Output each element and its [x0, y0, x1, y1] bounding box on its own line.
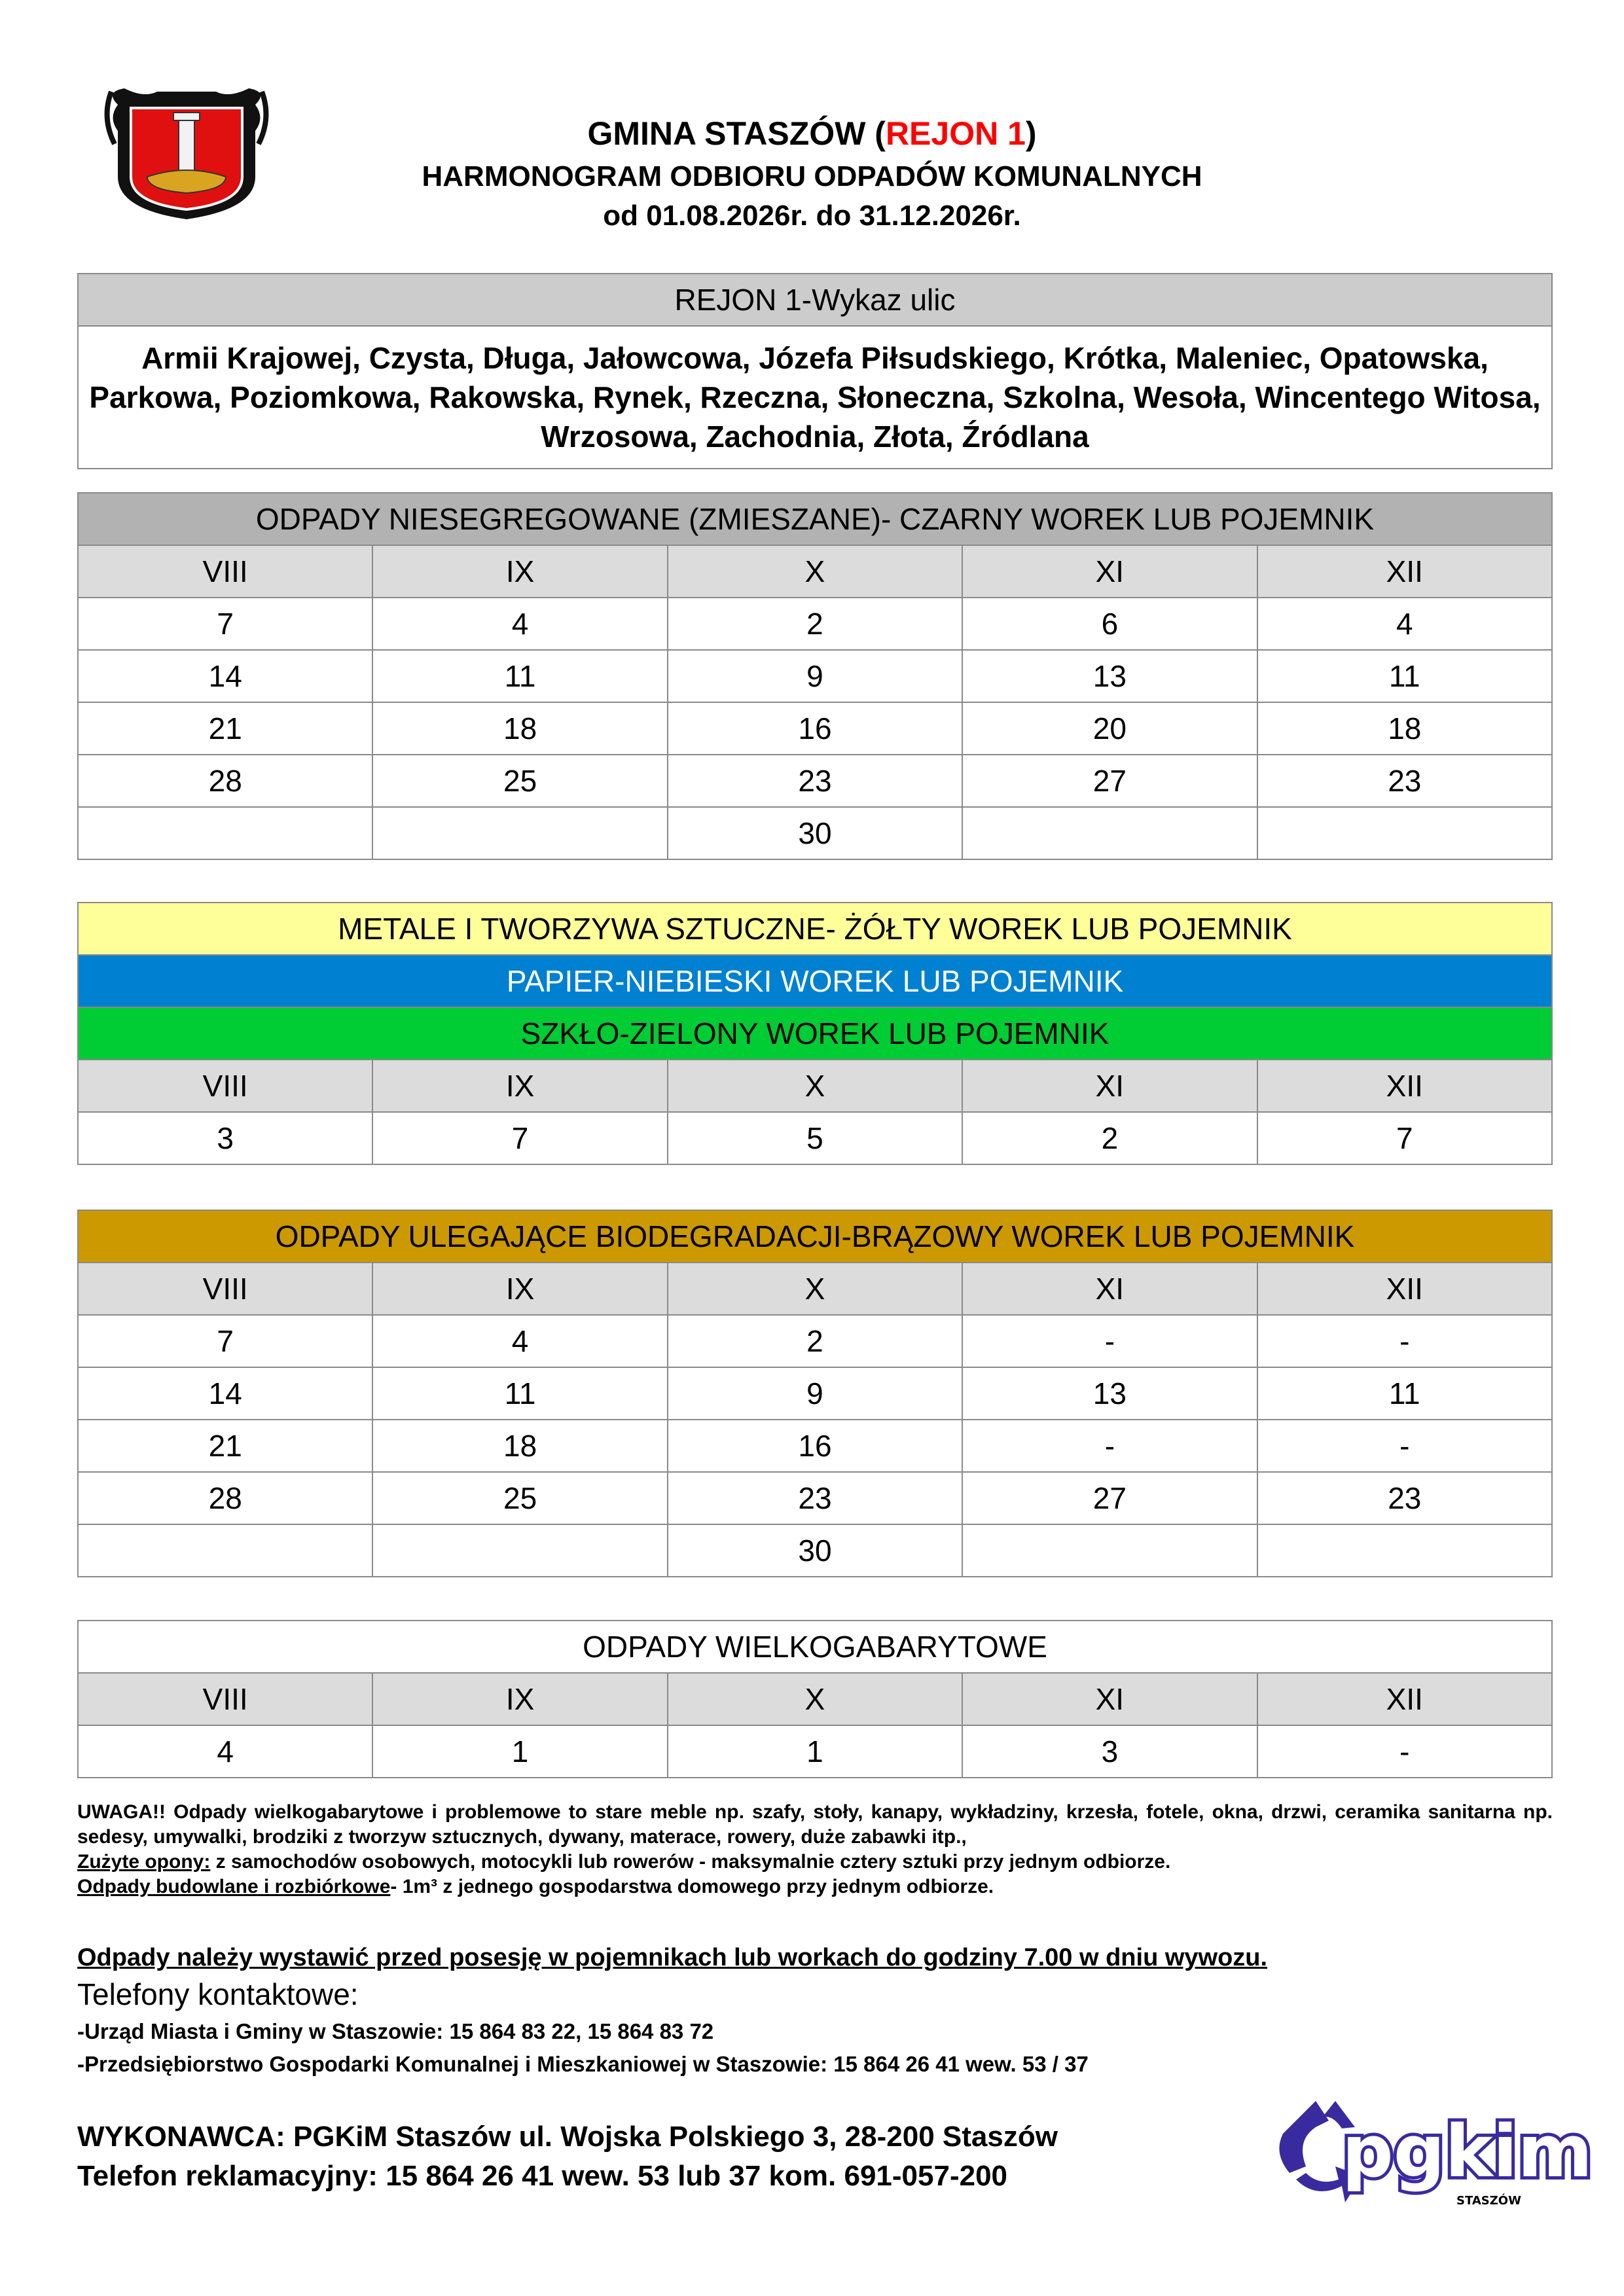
- period-label: od 01.08.2026r. do 31.12.2026r.: [603, 200, 1021, 232]
- placement-notice: Odpady należy wystawić przed posesję w pojemnikach lub workach do godziny 7.00 w dniu wywozu.: [77, 1944, 1268, 1971]
- date-cell: 28: [78, 1472, 372, 1524]
- date-cell: 6: [962, 598, 1257, 650]
- date-cell: 14: [78, 1367, 372, 1420]
- date-cell: 27: [962, 1472, 1257, 1524]
- metals-plastics-heading: METALE I TWORZYWA SZTUCZNE- ŻÓŁTY WOREK LUB POJEMNIK: [78, 903, 1552, 955]
- date-cell: [372, 1524, 667, 1577]
- paper-heading: PAPIER-NIEBIESKI WOREK LUB POJEMNIK: [78, 955, 1552, 1007]
- table-row: [78, 1112, 1552, 1164]
- warning-note: [77, 1800, 1553, 1899]
- construction-text: - 1m³ z jednego gospodarstwa domowego przy jednym odbiorze.: [390, 1876, 994, 1897]
- date-cell: 1: [668, 1725, 962, 1778]
- date-cell: 7: [78, 1315, 372, 1367]
- phone-city-office: -Urząd Miasta i Gminy w Staszowie: 15 864 83 22, 15 864 83 72: [77, 2019, 714, 2043]
- date-cell: 30: [668, 807, 962, 859]
- table-row: [78, 702, 1552, 755]
- date-cell: 4: [372, 598, 667, 650]
- date-cell: 16: [668, 1420, 962, 1472]
- bulky-waste-table: [77, 1620, 1553, 1778]
- month-header: X: [668, 545, 962, 598]
- date-cell: [1257, 1524, 1552, 1577]
- month-header: VIII: [78, 1263, 372, 1315]
- table-row: [78, 650, 1552, 702]
- tires-text: z samochodów osobowych, motocykli lub rowerów - maksymalnie cztery sztuki przy jednym odbiorze.: [210, 1851, 1171, 1873]
- bio-waste-table: [77, 1210, 1553, 1577]
- mixed-waste-table: [77, 492, 1553, 860]
- date-cell: 9: [668, 1367, 962, 1420]
- page-title: GMINA STASZÓW (REJON 1): [587, 115, 1037, 152]
- month-header: XI: [962, 1263, 1257, 1315]
- contractor-line: WYKONAWCA: PGKiM Staszów ul. Wojska Polskiego 3, 28-200 Staszów: [77, 2121, 1058, 2153]
- date-cell: 5: [668, 1112, 962, 1164]
- streets-table: [77, 273, 1553, 469]
- pgkim-logo-icon: [1270, 2088, 1593, 2212]
- date-cell: 3: [78, 1112, 372, 1164]
- date-cell: 21: [78, 702, 372, 755]
- date-cell: 4: [78, 1725, 372, 1778]
- page-subtitle: HARMONOGRAM ODBIORU ODPADÓW KOMUNALNYCH: [422, 160, 1202, 192]
- date-cell: [372, 807, 667, 859]
- table-row: [78, 1315, 1552, 1367]
- streets-list: Armii Krajowej, Czysta, Długa, Jałowcowa, Józefa Piłsudskiego, Krótka, Maleniec, Opatowska, Parkowa, Poziomkowa, Rakowska, Rynek, Rzeczna, Słoneczna, Szkolna, Wesoła, Wincentego Witosa, Wrzosowa, Zachodnia, Złota, Źródlana: [78, 326, 1552, 469]
- month-header: XI: [962, 545, 1257, 598]
- table-row: [78, 1367, 1552, 1420]
- streets-heading: REJON 1-Wykaz ulic: [78, 274, 1552, 326]
- date-cell: [78, 807, 372, 859]
- date-cell: 20: [962, 702, 1257, 755]
- date-cell: 11: [372, 650, 667, 702]
- date-cell: [1257, 807, 1552, 859]
- region-label: REJON 1: [885, 115, 1026, 152]
- tires-label: Zużyte opony:: [77, 1851, 211, 1873]
- table-row: [78, 1524, 1552, 1577]
- month-header: IX: [372, 1673, 667, 1725]
- month-header: XI: [962, 1060, 1257, 1112]
- date-cell: -: [1257, 1315, 1552, 1367]
- date-cell: -: [962, 1315, 1257, 1367]
- date-cell: 23: [668, 1472, 962, 1524]
- table-row: [78, 755, 1552, 807]
- month-header: X: [668, 1673, 962, 1725]
- date-cell: 23: [668, 755, 962, 807]
- date-cell: 18: [372, 1420, 667, 1472]
- table-row: [78, 807, 1552, 859]
- date-cell: [962, 807, 1257, 859]
- glass-heading: SZKŁO-ZIELONY WOREK LUB POJEMNIK: [78, 1007, 1552, 1060]
- date-cell: [78, 1524, 372, 1577]
- phone-pgkim: -Przedsiębiorstwo Gospodarki Komunalnej i Mieszkaniowej w Staszowie: 15 864 26 41 wew. 53 / 37: [77, 2052, 1089, 2076]
- date-cell: 9: [668, 650, 962, 702]
- month-header: IX: [372, 1263, 667, 1315]
- date-cell: -: [962, 1420, 1257, 1472]
- month-header: IX: [372, 1060, 667, 1112]
- phones-title: Telefony kontaktowe:: [77, 1977, 359, 2011]
- table-row: [78, 1472, 1552, 1524]
- date-cell: 25: [372, 755, 667, 807]
- month-header: XII: [1257, 545, 1552, 598]
- date-cell: 7: [78, 598, 372, 650]
- date-cell: 28: [78, 755, 372, 807]
- construction-label: Odpady budowlane i rozbiórkowe: [77, 1876, 391, 1897]
- month-header: X: [668, 1263, 962, 1315]
- date-cell: 23: [1257, 1472, 1552, 1524]
- table-row: [78, 1420, 1552, 1472]
- date-cell: 11: [1257, 650, 1552, 702]
- date-cell: 18: [1257, 702, 1552, 755]
- month-row: [78, 545, 1552, 598]
- date-cell: 30: [668, 1524, 962, 1577]
- svg-text:STASZÓW: STASZÓW: [1456, 2194, 1521, 2208]
- date-cell: 2: [668, 1315, 962, 1367]
- date-cell: 4: [372, 1315, 667, 1367]
- month-row: [78, 1060, 1552, 1112]
- bulky-waste-heading: ODPADY WIELKOGABARYTOWE: [78, 1621, 1552, 1673]
- mixed-waste-heading: ODPADY NIESEGREGOWANE (ZMIESZANE)- CZARNY WOREK LUB POJEMNIK: [78, 493, 1552, 545]
- date-cell: 2: [668, 598, 962, 650]
- date-cell: 25: [372, 1472, 667, 1524]
- svg-text:pgkim: pgkim: [1342, 2109, 1593, 2193]
- date-cell: 11: [372, 1367, 667, 1420]
- date-cell: 11: [1257, 1367, 1552, 1420]
- date-cell: 3: [962, 1725, 1257, 1778]
- month-header: VIII: [78, 1060, 372, 1112]
- month-header: XI: [962, 1673, 1257, 1725]
- date-cell: -: [1257, 1420, 1552, 1472]
- month-header: IX: [372, 545, 667, 598]
- date-cell: 2: [962, 1112, 1257, 1164]
- table-row: [78, 1725, 1552, 1778]
- date-cell: 23: [1257, 755, 1552, 807]
- date-cell: 16: [668, 702, 962, 755]
- month-row: [78, 1263, 1552, 1315]
- date-cell: 13: [962, 1367, 1257, 1420]
- month-header: VIII: [78, 545, 372, 598]
- warning-text: UWAGA!! Odpady wielkogabarytowe i problemowe to stare meble np. szafy, stoły, kanapy, wykładziny, krzesła, fotele, okna, drzwi, ceramika sanitarna np. sedesy, umywalki, brodziki z tworzyw sztucznych, dywany, materace, rowery, duże zabawki itp.,: [77, 1801, 1553, 1848]
- date-cell: 13: [962, 650, 1257, 702]
- date-cell: 7: [1257, 1112, 1552, 1164]
- month-row: [78, 1673, 1552, 1725]
- date-cell: 21: [78, 1420, 372, 1472]
- date-cell: -: [1257, 1725, 1552, 1778]
- complaint-phone: Telefon reklamacyjny: 15 864 26 41 wew. 53 lub 37 kom. 691-057-200: [77, 2160, 1008, 2192]
- month-header: XII: [1257, 1263, 1552, 1315]
- bio-waste-heading: ODPADY ULEGAJĄCE BIODEGRADACJI-BRĄZOWY WOREK LUB POJEMNIK: [78, 1210, 1552, 1263]
- date-cell: 18: [372, 702, 667, 755]
- date-cell: 7: [372, 1112, 667, 1164]
- date-cell: 1: [372, 1725, 667, 1778]
- segregated-waste-table: [77, 902, 1553, 1165]
- month-header: VIII: [78, 1673, 372, 1725]
- month-header: XII: [1257, 1060, 1552, 1112]
- month-header: XII: [1257, 1673, 1552, 1725]
- date-cell: 4: [1257, 598, 1552, 650]
- date-cell: [962, 1524, 1257, 1577]
- table-row: [78, 598, 1552, 650]
- month-header: X: [668, 1060, 962, 1112]
- date-cell: 27: [962, 755, 1257, 807]
- date-cell: 14: [78, 650, 372, 702]
